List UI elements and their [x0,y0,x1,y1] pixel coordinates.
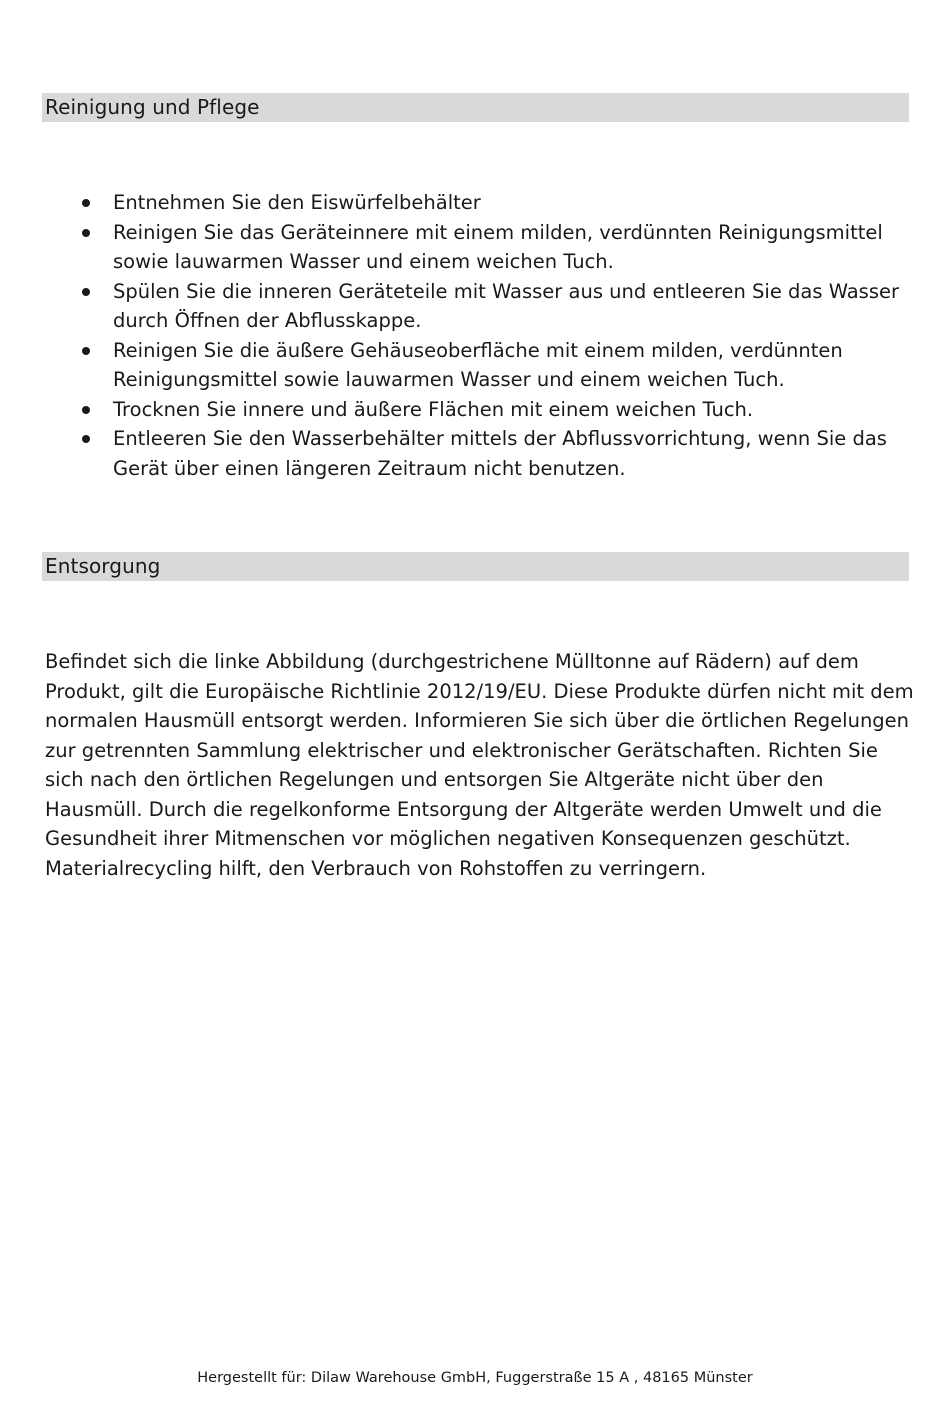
bullet-icon [82,229,90,237]
disposal-paragraph: Befindet sich die linke Abbildung (durchgestrichene Mülltonne auf Rädern) auf dem Produkt, gilt die Europäische Richtlinie 2012/19/EU. Diese Produkte dürfen nicht mit dem normalen Hausmüll entsorgt werden. Informieren Sie sich über die örtlichen Regelungen zur getrennten Sammlung elektrischer und elektronischer Gerätschaften. Richten Sie sich nach den örtlichen Regelungen und entsorgen Sie Altgeräte nicht über den Hausmüll. Durch die regelkonforme Entsorgung der Altgeräte werden Umwelt und die Gesundheit ihrer Mitmenschen vor möglichen negativen Konsequenzen geschützt. Materialrecycling hilft, den Verbrauch von Rohstoffen zu verringern. [45,650,914,880]
section-heading-reinigung: Reinigung und Pflege [42,93,909,122]
list-item [0,424,950,483]
list-item-text: Spülen Sie die inneren Geräteteile mit Wasser aus und entleeren Sie das Wasser durch Öffnen der Abflusskappe. [113,279,900,332]
footer-manufacturer: Hergestellt für: Dilaw Warehouse GmbH, Fuggerstraße 15 A , 48165 Münster [197,1370,753,1386]
bullet-icon [82,199,90,207]
cleaning-instructions-list [0,188,950,483]
bullet-icon [82,347,90,355]
bullet-icon [82,288,90,296]
list-item-text: Trocknen Sie innere und äußere Flächen mit einem weichen Tuch. [113,397,754,421]
bullet-icon [82,435,90,443]
list-item [0,336,950,395]
list-item [0,218,950,277]
list-item-text: Entnehmen Sie den Eiswürfelbehälter [113,191,481,214]
section-heading-entsorgung: Entsorgung [42,552,909,581]
bullet-icon [82,406,90,414]
list-item [0,395,950,425]
list-item [0,277,950,336]
list-item [0,188,950,218]
list-item-text: Reinigen Sie das Geräteinnere mit einem milden, verdünnten Reinigungsmittel sowie lauwarmen Wasser und einem weichen Tuch. [113,220,883,273]
list-item-text: Reinigen Sie die äußere Gehäuseoberfläche mit einem milden, verdünnten Reinigungsmittel sowie lauwarmen Wasser und einem weichen Tuch. [113,338,843,391]
list-item-text: Entleeren Sie den Wasserbehälter mittels der Abflussvorrichtung, wenn Sie das Gerät über einen längeren Zeitraum nicht benutzen. [113,427,887,480]
